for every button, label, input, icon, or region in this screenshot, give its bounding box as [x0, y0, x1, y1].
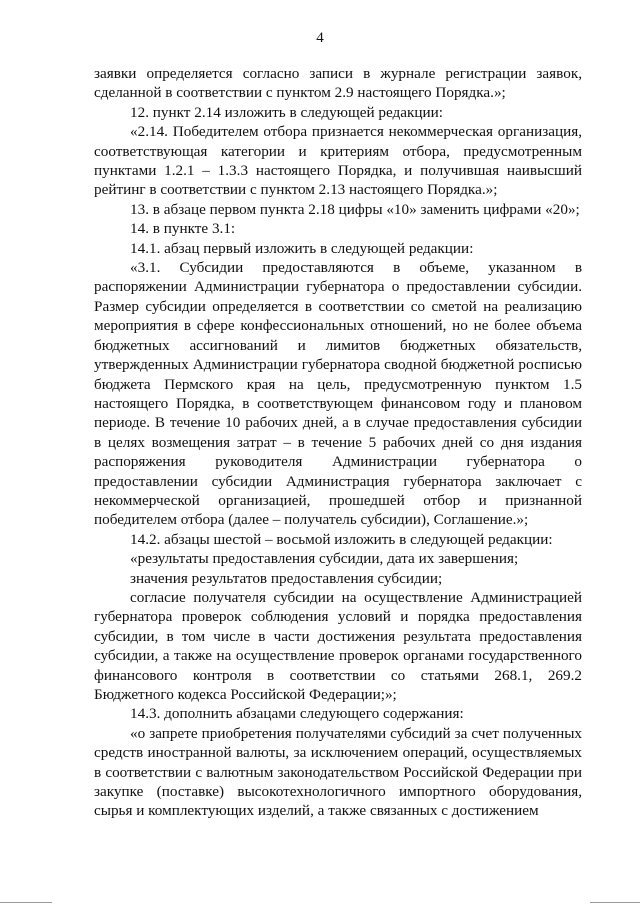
paragraph-item-13: 13. в абзаце первом пункта 2.18 цифры «10» заменить цифрами «20»; [130, 200, 580, 218]
paragraph-quote-3-1: «3.1. Субсидии предоставляются в объеме, указанном в распоряжении Администрации губернатора о предоставлении субсидии. Размер субсидии определяется в соответствии со сметой на реализацию мероприятия в сфере конфессиональных отношений, но не более объема бюджетных ассигнований и лимитов бюджетных обязательств, утвержденных Администрации губернатора сводной бюджетной росписью бюджета Пермского края на цель, предусмотренную пунктом 1.5 настоящего Порядка, в соответствующем финансовом году и плановом периоде. В течение 10 рабочих дней, а в случае предоставления субсидии в целях возмещения затрат – в течение 5 рабочих дней со дня издания распоряжения руководителя Администрации губернатора о предоставлении субсидии Администрация губернатора заключает с некоммерческой организацией, прошедшей отбор и признанной победителем отбора (далее – получатель субсидии), Соглашение.»; [94, 259, 582, 529]
paragraph-quote-2-14: «2.14. Победителем отбора признается некоммерческая организация, соответствующая категории и критериям отбора, предусмотренным пунктами 1.2.1 – 1.3.3 настоящего Порядка, и получившая наивысший рейтинг в соответствии с пунктом 2.13 настоящего Порядка.»; [94, 123, 582, 199]
paragraph-result-values: значения результатов предоставления субсидии; [130, 569, 443, 587]
scan-artifact [0, 902, 52, 903]
document-body [94, 64, 582, 821]
paragraph-item-14: 14. в пункте 3.1: [130, 220, 236, 238]
paragraph-item-12: 12. пункт 2.14 изложить в следующей редакции: [130, 103, 443, 121]
paragraph-item-14-2: 14.2. абзацы шестой – восьмой изложить в следующей редакции: [130, 530, 553, 548]
paragraph-results: «результаты предоставления субсидии, дата их завершения; [130, 550, 519, 568]
paragraph-consent: согласие получателя субсидии на осуществление Администрацией губернатора проверок соблюдения условий и порядка предоставления субсидии, в том числе в части достижения результата предоставления субсидии, а также на осуществление проверок органами государственного финансового контроля в соответствии со статьями 268.1, 269.2 Бюджетного кодекса Российской Федерации;»; [94, 588, 582, 703]
paragraph-item-14-3: 14.3. дополнить абзацами следующего содержания: [130, 705, 464, 723]
paragraph-currency-ban: «о запрете приобретения получателями субсидий за счет полученных средств иностранной валюты, за исключением операций, осуществляемых в соответствии с валютным законодательством Российской Федерации при закупке (поставке) высокотехнологичного импортного оборудования, сырья и комплектующих изделий, а также связанных с достижением [94, 724, 582, 820]
paragraph-continuation: заявки определяется согласно записи в журнале регистрации заявок, сделанной в соответствии с пунктом 2.9 настоящего Порядка.»; [94, 65, 582, 102]
page-number: 4 [316, 30, 324, 46]
paragraph-item-14-1: 14.1. абзац первый изложить в следующей редакции: [130, 239, 474, 257]
scan-artifact [590, 902, 640, 903]
